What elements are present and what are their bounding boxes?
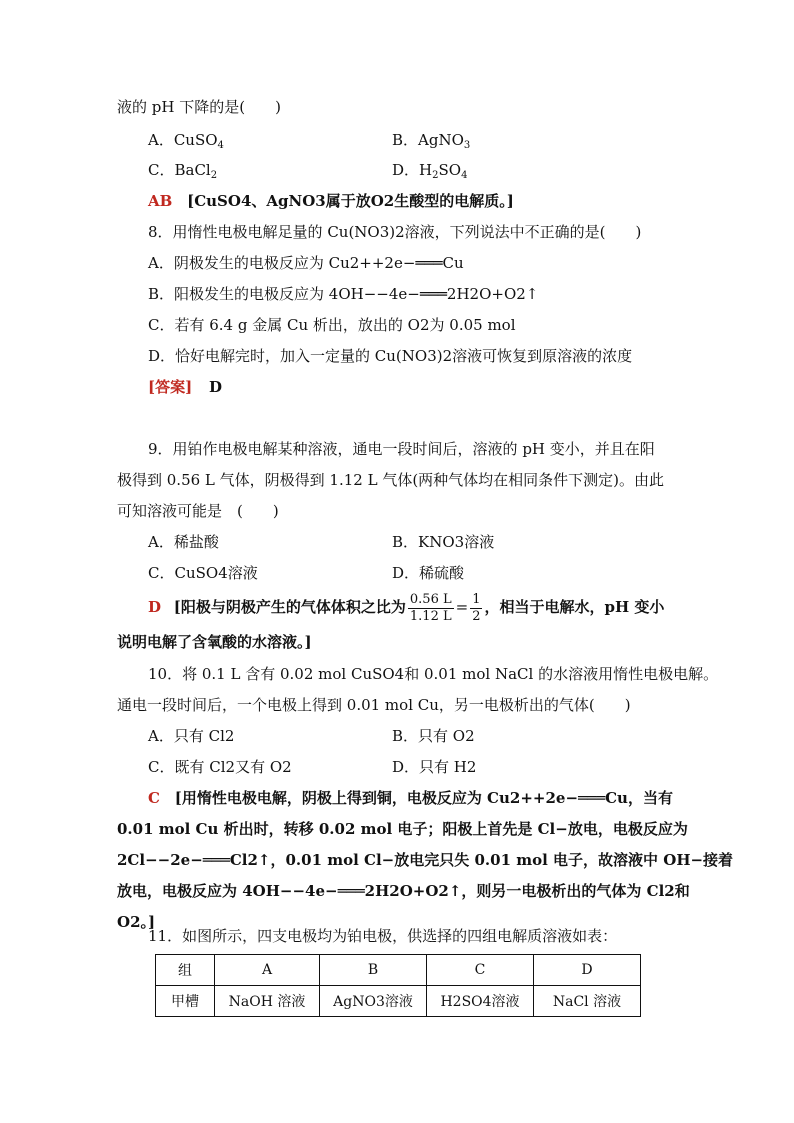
q10-option-a: A．只有 Cl2 [148,727,235,745]
q10-stem-line1: 10．将 0.1 L 含有 0.02 mol CuSO4和 0.01 mol NaCl 的水溶液用惰性电极电解。 [148,665,719,683]
q8-answer-label: [答案] [148,378,193,396]
q7-answer-letters: AB [148,192,173,210]
table-header-cell: D [534,955,641,986]
q9-stem-line2: 极得到 0.56 L 气体，阴极得到 1.12 L 气体(两种气体均在相同条件下测定)。由此 [117,471,665,489]
q9-option-a: A．稀盐酸 [148,533,219,551]
table-cell: NaOH 溶液 [215,986,320,1017]
q10-option-b: B．只有 O2 [392,727,475,745]
table-header-cell: 组 [156,955,215,986]
q10-answer-letter: C [148,789,160,807]
q8-option-b: B．阳极发生的电极反应为 4OH−−4e−═══2H2O+O2↑ [148,285,539,303]
table-header-cell: C [427,955,534,986]
table-header-cell: B [320,955,427,986]
table-cell: H2SO4溶液 [427,986,534,1017]
q10-explanation-line4: 放电，电极反应为 4OH−−4e−═══2H2O+O2↑，则另一电极析出的气体为 Cl2和 [117,882,690,900]
q10-explanation-line1 [148,788,673,808]
q10-explanation-line2: 0.01 mol Cu 析出时，转移 0.02 mol 电子；阳极上首先是 Cl−放电，电极反应为 [117,820,688,838]
table-header-cell: A [215,955,320,986]
table-cell: NaCl 溶液 [534,986,641,1017]
q8-option-c: C．若有 6.4 g 金属 Cu 析出，放出的 O2为 0.05 mol [148,316,516,334]
q7-explanation: [CuSO4、AgNO3属于放O2生酸型的电解质。] [187,192,514,210]
q7-option-d: D．$H_2SO_4$ [392,161,468,181]
q9-explanation-line2: 说明电解了含氧酸的水溶液。] [117,633,312,651]
q10-explanation-line3: 2Cl−−2e−═══Cl2↑，0.01 mol Cl−放电完只失 0.01 mol 电子，故溶液中 OH−接着 [117,851,734,869]
q9-answer-letter: D [148,598,162,616]
q7-option-b: B．AgNO$_3$ [392,131,471,151]
table-row [156,986,641,1017]
q7-option-a: A．CuSO$_4$ [148,131,224,151]
q9-explain-text: [阳极与阴极产生的气体体积之比为 [173,598,406,616]
q9-stem-line1: 9．用铂作电极电解某种溶液，通电一段时间后，溶液的 pH 变小，并且在阳 [148,440,655,458]
q11-stem: 11．如图所示，四支电极均为铂电极，供选择的四组电解质溶液如表： [148,927,618,945]
table-cell: 甲槽 [156,986,215,1017]
q8-answer [148,377,222,397]
q10-option-c: C．既有 Cl2又有 O2 [148,758,292,776]
q8-answer-value: D [208,378,222,396]
q9-option-d: D．稀硫酸 [392,564,465,582]
q9-option-c: C．CuSO4溶液 [148,564,258,582]
table-header-row [156,955,641,986]
q9-volume-ratio-fraction: $\frac{0.56 L}{1.12 L}$ [409,591,452,624]
q9-explanation-line1: D [阳极与阴极产生的气体体积之比为 $\frac{0.56 L}{1.12 L}$ = $\frac{1}{2}$ ，相当于电解水，pH 变小 [148,591,665,624]
q7-option-c: C．BaCl$_2$ [148,161,218,181]
table-cell: AgNO3溶液 [320,986,427,1017]
q8-option-d: D．恰好电解完时，加入一定量的 Cu(NO3)2溶液可恢复到原溶液的浓度 [148,347,633,365]
q10-explain-text-1: [用惰性电极电解，阴极上得到铜，电极反应为 Cu2++2e−═══Cu，当有 [174,789,673,807]
q8-option-a: A．阴极发生的电极反应为 Cu2++2e−═══Cu [148,254,464,272]
q7-answer [148,191,514,211]
q9-stem-line3: 可知溶液可能是 ( ) [117,502,279,520]
q9-explain-tail: ，相当于电解水，pH 变小 [484,598,665,616]
q8-stem: 8．用惰性电极电解足量的 Cu(NO3)2溶液，下列说法中不正确的是( ) [148,223,642,241]
q10-explanation-line5: O2。] [117,913,156,931]
electrolyte-table [155,954,641,1017]
q10-stem-line2: 通电一段时间后，一个电极上得到 0.01 mol Cu，另一电极析出的气体( ) [117,696,631,714]
q9-half-fraction: $\frac{1}{2}$ [472,591,481,624]
q7-stem-tail: 液的 pH 下降的是( ) [117,98,281,116]
q10-option-d: D．只有 H2 [392,758,477,776]
q9-option-b: B．KNO3溶液 [392,533,495,551]
